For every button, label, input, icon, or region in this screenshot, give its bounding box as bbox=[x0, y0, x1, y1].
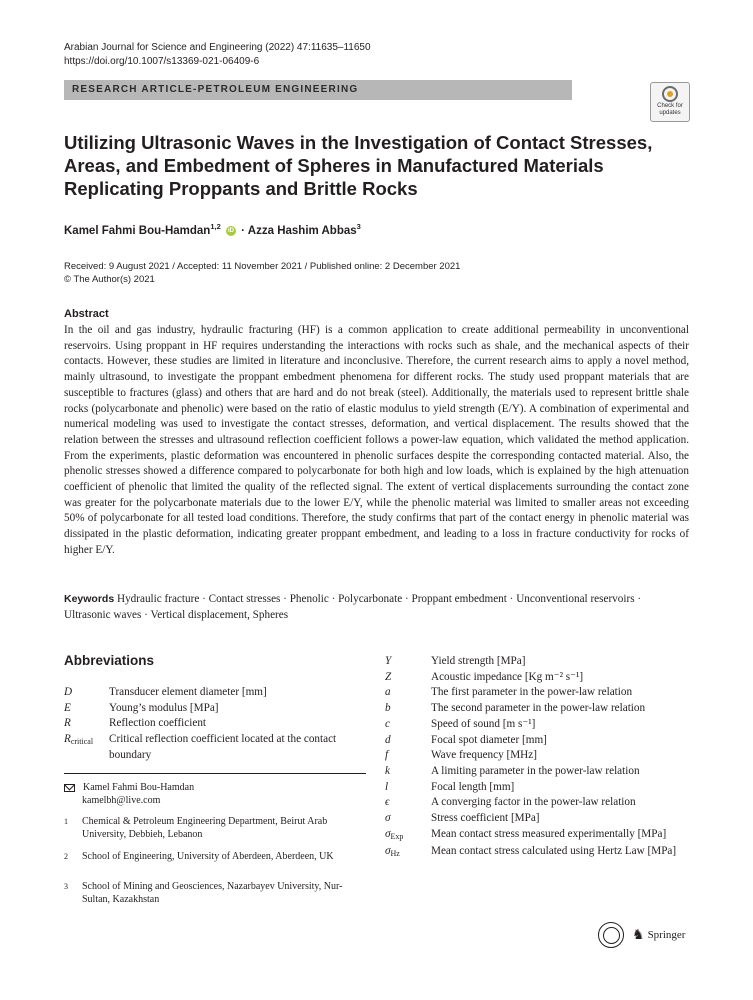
abbreviation-definition: The second parameter in the power-law relation bbox=[431, 702, 646, 715]
contact-name: Kamel Fahmi Bou-Hamdan bbox=[83, 782, 195, 793]
affiliation-text: Chemical & Petroleum Engineering Department, Beirut Arab University, Debbieh, Lebanon bbox=[82, 816, 328, 840]
abbreviations-heading: Abbreviations bbox=[64, 653, 155, 668]
journal-citation: Arabian Journal for Science and Engineering (2022) 47:11635–11650 bbox=[64, 42, 371, 53]
abbreviation-row bbox=[385, 795, 690, 811]
abbreviation-symbol: Y bbox=[385, 655, 392, 667]
abbreviation-symbol: c bbox=[385, 717, 390, 730]
abbreviation-definition: Young’s modulus [MPa] bbox=[109, 701, 219, 714]
abbreviation-subscript: Exp bbox=[390, 831, 404, 841]
check-updates-label: Check for updates bbox=[657, 103, 683, 116]
abbreviations-list-right bbox=[385, 654, 690, 862]
keywords-section bbox=[64, 592, 689, 623]
abbreviation-definition: A limiting parameter in the power-law relation bbox=[431, 764, 640, 777]
article-category: RESEARCH ARTICLE-PETROLEUM ENGINEERING bbox=[72, 84, 359, 95]
abbreviation-definition: Critical reflection coefficient located at the contact boundary bbox=[109, 733, 337, 761]
abbreviation-row bbox=[385, 844, 690, 862]
affiliation-text: School of Engineering, University of Aberdeen, Aberdeen, UK bbox=[82, 851, 334, 862]
abbreviation-symbol: $\sigma_{Exp}$ bbox=[385, 827, 404, 841]
abbreviation-row bbox=[385, 654, 690, 670]
keywords-text: Hydraulic fracture · Contact stresses · Phenolic · Polycarbonate · Proppant embedment · Unconventional reservoirs · Ultrasonic waves · Vertical displacement, Spheres bbox=[64, 593, 642, 621]
abbreviation-row bbox=[385, 701, 690, 717]
abbreviation-definition: Focal spot diameter [mm] bbox=[431, 733, 547, 746]
abbreviation-row bbox=[385, 827, 690, 845]
affiliation-text: School of Mining and Geosciences, Nazarbayev University, Nur-Sultan, Kazakhstan bbox=[82, 881, 343, 905]
abbreviation-symbol: Z bbox=[385, 670, 392, 683]
contact-email[interactable]: kamelbh@live.com bbox=[82, 795, 161, 806]
abbreviation-definition: Wave frequency [MHz] bbox=[431, 749, 537, 762]
check-updates-icon bbox=[662, 86, 678, 102]
abbreviation-symbol: b bbox=[385, 702, 391, 715]
publisher-name: Springer bbox=[647, 929, 686, 941]
abbreviation-definition: The first parameter in the power-law relation bbox=[431, 686, 633, 699]
keywords-label: Keywords bbox=[64, 593, 115, 605]
affiliation-number: 3 bbox=[64, 882, 68, 891]
affiliation bbox=[64, 850, 364, 863]
springer-horse-icon: ♞ bbox=[632, 927, 645, 943]
abbreviation-row bbox=[385, 685, 690, 701]
abbreviation-symbol: a bbox=[385, 686, 391, 699]
abbreviation-row bbox=[385, 748, 690, 764]
article-category-bar bbox=[64, 80, 572, 100]
abbreviation-symbol: R bbox=[64, 717, 71, 730]
abbreviation-row bbox=[385, 733, 690, 749]
author-affiliation-mark: 3 bbox=[356, 222, 361, 231]
check-for-updates-badge[interactable] bbox=[650, 82, 690, 122]
footnote-divider bbox=[64, 773, 366, 774]
corresponding-author bbox=[64, 781, 194, 807]
abbreviation-definition: Mean contact stress measured experimentally [MPa] bbox=[431, 827, 667, 840]
abbreviation-definition: Reflection coefficient bbox=[109, 717, 207, 730]
author-name[interactable]: Azza Hashim Abbas bbox=[247, 224, 357, 237]
affiliation-number: 2 bbox=[64, 852, 68, 861]
abbreviation-row bbox=[385, 717, 690, 733]
mail-icon bbox=[64, 784, 75, 792]
paper-title: Utilizing Ultrasonic Waves in the Investigation of Contact Stresses, Areas, and Embedment of Spheres in Manufactured Materials Replicating Proppants and Brittle Rocks bbox=[64, 132, 653, 199]
publisher-logo bbox=[598, 922, 685, 948]
abbreviation-symbol: σ bbox=[385, 812, 391, 825]
abstract-text: In the oil and gas industry, hydraulic fracturing (HF) is a common application to create additional permeability in unconventional reservoirs. Using proppant in HF requires understanding the interactions with rocks such as shale, and the mechanical aspects of their contacts. However, these studies are limited in literature and inconclusive. Therefore, the current research aims to apply a novel method, mainly ultrasound, to investigate the proppant embedment phenomena for different rocks. The study used proppant materials that are susceptible to fractures (glass) and others that are hard and do not break (steel). Additionally, the materials used to represent brittle shale rocks (polycarbonate and phenolic) were based on the ratio of elastic modulus to yield strength (E/Y). A combination of experimental and numerical modeling was used to investigate the contact stresses, deformation, and vertical displacement. The results showed that the relation between the stresses and ultrasound reflection coefficient follows a power-law equation, which validated the method application. From the experiments, plastic deformation was encountered in phenolic surfaces despite the corresponding contacted material. Also, the phenolic stresses showed a difference compared to polycarbonate for both high and low loads, which is explained by the high attenuation coefficient of phenolic that limited the quality of the reflected signal. The extent of vertical displacements surrounding the contact zone was greater for the polycarbonate materials due to the lower E/Y, while the phenolic material was limited to smaller areas not exceeding 50% of polycarbonate for all tested load conditions. Therefore, the study confirms that part of the contact energy in phenolic material was dissipated in the plastic deformation, indicating greater proppant embedment, and leading to a loss in fracture conductivity for rocks of higher E/Y. bbox=[64, 324, 689, 556]
author-separator: · bbox=[241, 224, 246, 237]
affiliation bbox=[64, 880, 364, 906]
abbreviation-definition: Speed of sound [m s⁻¹] bbox=[431, 717, 536, 730]
abstract-heading: Abstract bbox=[64, 308, 109, 320]
abbreviation-row bbox=[64, 701, 369, 717]
abbreviation-row bbox=[64, 732, 369, 763]
abbreviation-symbol: d bbox=[385, 733, 391, 746]
abbreviation-subscript: Hz bbox=[390, 849, 400, 859]
abbreviation-definition: Transducer element diameter [mm] bbox=[109, 686, 267, 698]
abbreviation-subscript: critical bbox=[70, 737, 94, 747]
abbreviation-symbol: ϵ bbox=[385, 796, 390, 809]
abbreviation-row bbox=[64, 685, 369, 701]
affiliation bbox=[64, 815, 364, 841]
abbreviation-symbol: $\sigma_{Hz}$ bbox=[385, 845, 400, 859]
journal-seal-icon bbox=[598, 922, 624, 948]
abbreviation-definition: Focal length [mm] bbox=[431, 780, 515, 793]
abbreviation-definition: Yield strength [MPa] bbox=[431, 655, 526, 667]
abbreviations-list-left bbox=[64, 685, 369, 764]
abbreviation-row bbox=[385, 764, 690, 780]
abbreviation-definition: Stress coefficient [MPa] bbox=[431, 812, 540, 825]
abbreviation-definition: Acoustic impedance [Kg m⁻² s⁻¹] bbox=[431, 670, 584, 683]
abbreviation-symbol: k bbox=[385, 764, 390, 777]
abbreviation-definition: A converging factor in the power-law relation bbox=[431, 796, 636, 809]
author-list bbox=[64, 222, 361, 237]
abbreviation-row bbox=[64, 716, 369, 732]
abbreviation-symbol: $R_{critical}$ bbox=[64, 733, 94, 747]
orcid-icon[interactable]: iD bbox=[227, 227, 234, 234]
publication-dates: Received: 9 August 2021 / Accepted: 11 November 2021 / Published online: 2 December 2021 bbox=[64, 261, 461, 272]
author-name[interactable]: Kamel Fahmi Bou-Hamdan bbox=[64, 224, 211, 237]
abbreviation-row bbox=[385, 780, 690, 796]
abbreviation-row bbox=[385, 670, 690, 686]
copyright-notice: © The Author(s) 2021 bbox=[64, 274, 155, 285]
author-affiliation-mark: 1,2 bbox=[210, 222, 221, 231]
abbreviation-definition: Mean contact stress calculated using Hertz Law [MPa] bbox=[431, 845, 677, 858]
affiliation-number: 1 bbox=[64, 817, 68, 826]
abbreviation-symbol: E bbox=[64, 701, 71, 714]
abbreviation-symbol: D bbox=[64, 686, 73, 698]
doi-link[interactable]: https://doi.org/10.1007/s13369-021-06409-6 bbox=[64, 56, 260, 67]
abbreviation-symbol: l bbox=[385, 780, 389, 793]
abbreviation-row bbox=[385, 811, 690, 827]
abbreviation-symbol: f bbox=[385, 749, 389, 762]
